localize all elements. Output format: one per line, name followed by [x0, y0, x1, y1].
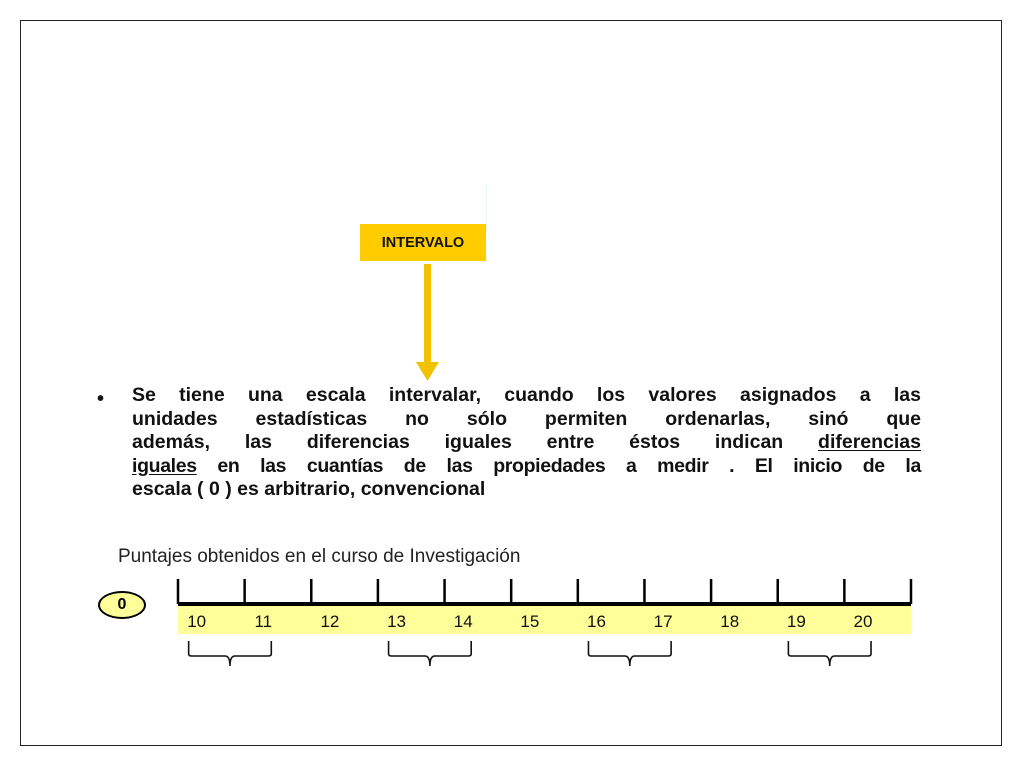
scale-tick-label: 20 — [853, 612, 873, 631]
paragraph-line: Se tiene una escala intervalar, cuando los valores asignados a las — [132, 384, 921, 406]
paragraph-line: además, las diferencias iguales entre éstos indican diferencias — [132, 431, 921, 453]
scale-tick-label: 17 — [653, 612, 673, 631]
paragraph-line: unidades estadísticas no sólo permiten ordenarlas, sinó que — [132, 407, 921, 430]
scale-tick-label: 15 — [520, 612, 540, 631]
origin-zero-badge: 0 — [98, 591, 146, 619]
paragraph-line: iguales en las cuantías de las propiedades a medir . El inicio de la — [132, 454, 921, 477]
scale-caption: Puntajes obtenidos en el curso de Investigación — [118, 546, 521, 567]
underlined-term: iguales — [132, 454, 197, 477]
pair-brace — [389, 641, 472, 666]
scale-tick-label: 16 — [587, 612, 606, 631]
paragraph-line: escala ( 0 ) es arbitrario, convencional — [132, 478, 486, 500]
bullet-marker: • — [97, 388, 105, 410]
scale-tick-label: 10 — [187, 612, 207, 631]
scale-tick-label: 13 — [387, 612, 407, 631]
scale-tick-label: 18 — [720, 612, 740, 631]
pair-brace — [788, 641, 871, 666]
scale-tick-label: 12 — [320, 612, 340, 631]
scale-tick-label: 19 — [786, 612, 806, 631]
scale-tick-label: 11 — [254, 612, 273, 631]
pair-brace — [189, 641, 272, 666]
pair-brace — [588, 641, 671, 666]
underlined-term: diferencias — [818, 431, 921, 453]
interval-label: INTERVALO — [381, 234, 465, 251]
scale-tick-label: 14 — [453, 612, 473, 631]
